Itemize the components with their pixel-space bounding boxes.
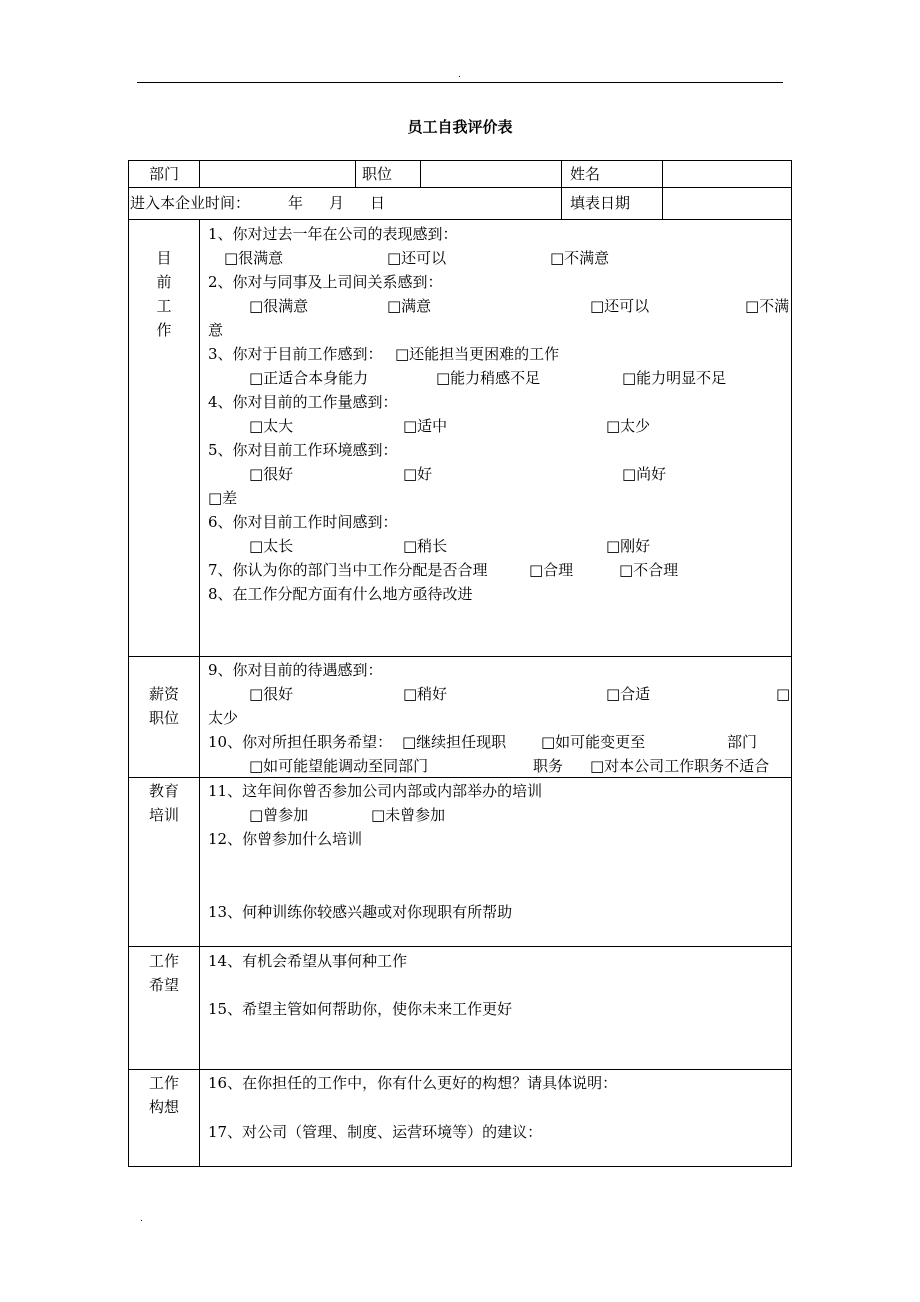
position-field[interactable] xyxy=(423,162,558,186)
q1-option[interactable]: □还可以 xyxy=(387,249,447,267)
col-divider xyxy=(199,219,200,1166)
q1-option[interactable]: □很满意 xyxy=(224,249,284,267)
question-17: 17、对公司（管理、制度、运营环境等）的建议： xyxy=(208,1123,543,1141)
q2-option[interactable]: □还可以 xyxy=(590,297,650,315)
question-12: 12、你曾参加什么培训 xyxy=(208,830,363,848)
q6-option[interactable]: □太长 xyxy=(249,537,294,555)
question-9: 9、你对目前的待遇感到： xyxy=(208,661,383,679)
q10-option[interactable]: □对本公司工作职务不适合 xyxy=(590,757,770,775)
join-year-label: 年 xyxy=(288,194,304,212)
row-divider xyxy=(129,1069,791,1070)
name-field[interactable] xyxy=(665,162,789,186)
question-5: 5、你对目前工作环境感到： xyxy=(208,441,398,459)
q7-option[interactable]: □不合理 xyxy=(619,561,679,579)
question-14: 14、有机会希望从事何种工作 xyxy=(208,952,408,970)
q10-option[interactable]: □继续担任现职 xyxy=(402,733,507,751)
fill-date-field[interactable] xyxy=(665,190,789,217)
q2-option[interactable]: □不满 xyxy=(745,297,790,315)
q2-option[interactable]: □满意 xyxy=(387,297,432,315)
q9-option[interactable]: □稍好 xyxy=(403,685,448,703)
col-divider xyxy=(420,161,421,187)
question-3: 3、你对于目前工作感到： xyxy=(208,345,383,363)
question-10: 10、你对所担任职务希望： xyxy=(208,733,393,751)
q9-option-wrap: 太少 xyxy=(208,709,239,727)
section-education-training: 教育 培训 xyxy=(148,782,179,824)
question-11: 11、这年间你曾否参加公司内部或内部举办的培训 xyxy=(208,782,543,800)
name-label: 姓名 xyxy=(570,165,601,183)
q6-option[interactable]: □稍长 xyxy=(403,537,448,555)
question-1: 1、你对过去一年在公司的表现感到： xyxy=(208,225,458,243)
q11-option[interactable]: □未曾参加 xyxy=(371,806,446,824)
header-rule xyxy=(137,82,783,83)
join-day-label: 日 xyxy=(370,194,386,212)
row-divider xyxy=(129,946,791,947)
q9-option[interactable]: □很好 xyxy=(249,685,294,703)
position-label: 职位 xyxy=(362,165,393,183)
q5-option[interactable]: □好 xyxy=(403,465,433,483)
q10-option-suffix: 部门 xyxy=(727,733,758,751)
col-divider xyxy=(561,161,562,219)
question-7: 7、你认为你的部门当中工作分配是否合理 xyxy=(208,561,488,579)
question-2: 2、你对与同事及上司间关系感到： xyxy=(208,273,443,291)
fill-date-label: 填表日期 xyxy=(570,194,631,212)
q4-option[interactable]: □适中 xyxy=(403,417,448,435)
question-13: 13、何种训练你较感兴趣或对你现职有所帮助 xyxy=(208,903,513,921)
q3-option[interactable]: □能力明显不足 xyxy=(622,369,727,387)
join-date-label: 进入本企业时间： xyxy=(130,194,251,212)
q11-option[interactable]: □曾参加 xyxy=(249,806,309,824)
header-dot: . xyxy=(458,70,461,80)
row-divider xyxy=(129,656,791,657)
form-title: 员工自我评价表 xyxy=(407,118,513,136)
footer-dot: . xyxy=(140,1214,143,1224)
q2-option-wrap: 意 xyxy=(208,321,224,339)
section-salary-position: 薪资 职位 xyxy=(148,685,179,727)
question-16: 16、在你担任的工作中，你有什么更好的构想？请具体说明： xyxy=(208,1074,618,1092)
dept-field[interactable] xyxy=(202,162,352,186)
q10-option[interactable]: □如可能望能调动至同部门 xyxy=(249,757,429,775)
col-divider xyxy=(199,161,200,187)
q7-option[interactable]: □合理 xyxy=(529,561,574,579)
q1-option[interactable]: □不满意 xyxy=(550,249,610,267)
q4-option[interactable]: □太大 xyxy=(249,417,294,435)
q9-option[interactable]: □ xyxy=(776,685,791,703)
q9-option[interactable]: □合适 xyxy=(606,685,651,703)
q2-option[interactable]: □很满意 xyxy=(249,297,309,315)
q10-option[interactable]: □如可能变更至 xyxy=(541,733,646,751)
q5-option[interactable]: □差 xyxy=(208,489,238,507)
col-divider xyxy=(662,161,663,219)
section-current-work: 目 前 工 作 xyxy=(156,249,172,339)
q3-option[interactable]: □正适合本身能力 xyxy=(249,369,369,387)
question-15: 15、希望主管如何帮助你，使你未来工作更好 xyxy=(208,1000,513,1018)
q6-option[interactable]: □刚好 xyxy=(606,537,651,555)
row-divider xyxy=(129,219,791,220)
q3-option[interactable]: □能力稍感不足 xyxy=(436,369,541,387)
q3-option[interactable]: □还能担当更困难的工作 xyxy=(395,345,560,363)
section-work-hope: 工作 希望 xyxy=(148,952,179,994)
row-divider xyxy=(129,187,791,188)
q5-option[interactable]: □很好 xyxy=(249,465,294,483)
q10-option-suffix: 职务 xyxy=(533,757,564,775)
dept-label: 部门 xyxy=(149,165,180,183)
question-4: 4、你对目前的工作量感到： xyxy=(208,393,398,411)
q4-option[interactable]: □太少 xyxy=(606,417,651,435)
evaluation-form xyxy=(128,160,792,1167)
question-8: 8、在工作分配方面有什么地方亟待改进 xyxy=(208,585,473,603)
col-divider xyxy=(355,161,356,187)
section-work-idea: 工作 构想 xyxy=(148,1074,179,1116)
join-month-label: 月 xyxy=(329,194,345,212)
q5-option[interactable]: □尚好 xyxy=(622,465,667,483)
question-6: 6、你对目前工作时间感到： xyxy=(208,513,398,531)
